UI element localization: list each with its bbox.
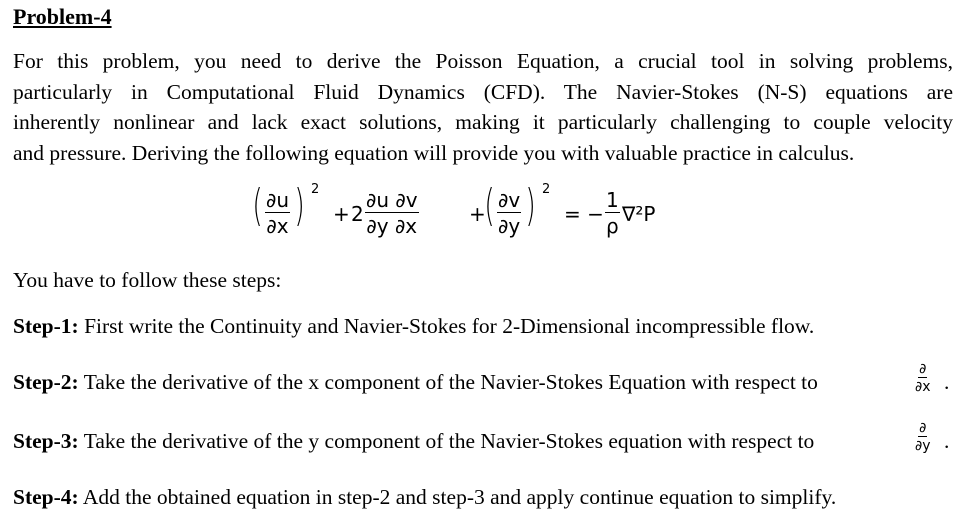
fraction-denominator: ∂x [266,214,289,238]
fraction-numerator: ∂v [498,188,521,212]
problem-description [13,46,953,168]
period: . [944,370,950,394]
paragraph-line: For this problem, you need to derive the Poisson Equation, a crucial tool in solving problems, [13,49,953,73]
fraction-numerator: ∂ [919,420,927,436]
step-2 [13,370,818,395]
laplacian-pressure: ∇²P [622,202,656,226]
exponent: 2 [311,182,320,197]
plus-sign: + [333,202,350,226]
partial-x-fraction [915,362,931,394]
step-4 [13,485,836,510]
fraction-denominator: ∂y [915,438,931,454]
right-paren: ) [294,180,305,231]
left-paren: ( [484,180,495,231]
step-text: Take the derivative of the y component of the Navier-Stokes equation with respect to [83,429,815,453]
right-paren: ) [525,180,536,231]
steps-intro: You have to follow these steps: [13,268,282,292]
one-over-rho-fraction [605,190,620,236]
exponent: 2 [542,182,551,197]
dv-dy-fraction [497,190,521,236]
step-text: First write the Continuity and Navier-Stokes for 2-Dimensional incompressible flow. [84,314,815,338]
paragraph-line: particularly in Computational Fluid Dynamics (CFD). The Navier-Stokes (N-S) equations are [13,79,953,104]
fraction-numerator: ∂ [919,361,927,377]
step-label: Step-3: [13,429,79,453]
fraction-numerator: ∂u [266,188,290,212]
left-paren: ( [252,180,263,231]
paragraph-line: inherently nonlinear and lack exact solutions, making it particularly challenging to couple velocity [13,110,953,134]
step-1 [13,314,814,339]
problem-title: Problem-4 [13,4,112,29]
paragraph-line: and pressure. Deriving the following equation will provide you with valuable practice in calculus. [13,140,855,165]
step-label: Step-4: [13,485,79,509]
fraction-denominator: ∂y ∂x [366,214,418,238]
step-label: Step-1: [13,314,79,338]
plus-sign: + [469,202,486,226]
coefficient: 2 [351,202,364,226]
du-dx-fraction [265,190,290,236]
step-text: Take the derivative of the x component of the Navier-Stokes Equation with respect to [83,370,818,394]
fraction-numerator: 1 [606,188,619,212]
fraction-denominator: ∂y [498,214,521,238]
poisson-equation [252,178,695,258]
fraction-numerator: ∂u ∂v [366,188,418,212]
fraction-denominator: ∂x [915,379,931,395]
du-dy-dv-dx-fraction [365,190,419,236]
period: . [944,429,950,453]
fraction-denominator: ρ [606,214,619,238]
step-text: Add the obtained equation in step-2 and step-3 and apply continue equation to simplify. [82,485,837,509]
equals-minus: = − [564,202,604,226]
step-label: Step-2: [13,370,79,394]
partial-y-fraction [915,421,931,453]
step-3 [13,429,814,454]
